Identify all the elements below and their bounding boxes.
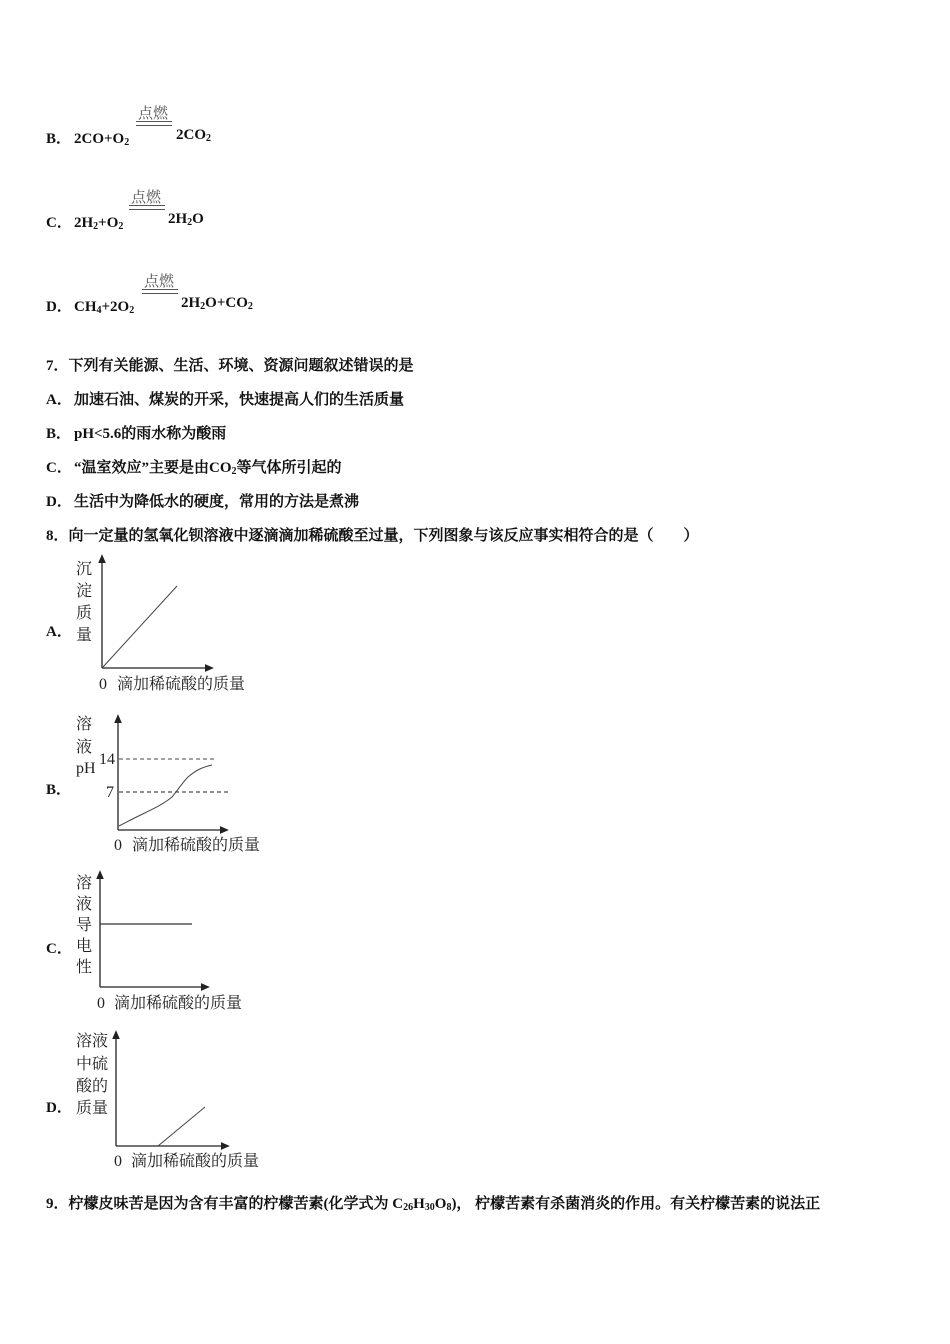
reaction-c-condition: 点燃 [131,190,162,206]
graph-b-curve [119,765,212,826]
graph-b-tick-14: 14 [99,751,115,768]
graph-a-curve [103,586,177,667]
reaction-b-condition: 点燃 [138,106,169,122]
graph-d-origin: 0 [114,1153,122,1170]
reaction-c-double-line [129,205,165,210]
reaction-d-rhs: $2H_2O+CO_2$ [181,295,253,312]
graph-c-xlabel: 滴加稀硫酸的质量 [114,995,243,1012]
reaction-b-double-line [136,121,172,126]
graph-d-curve [158,1107,205,1146]
graph-c-label: C． [46,941,72,957]
reaction-d [46,295,134,316]
reaction-b [46,127,129,148]
question-7-option-a: A． 加速石油、煤炭的开采，快速提高人们的生活质量 [46,392,405,408]
graph-c-origin: 0 [97,995,105,1012]
graph-c-ylabel-2: 液 [76,896,93,913]
graph-a-ylabel-2: 淀 [76,583,93,600]
reaction-c-rhs: $2H_2O$ [168,211,204,228]
graph-b-origin: 0 [114,837,122,854]
reaction-b-lhs: $2CO+O_2$ [74,131,130,148]
graph-c-ylabel-1: 溶 [76,875,93,892]
graph-d-ylabel-4: 质量 [76,1100,109,1117]
graph-a-ylabel-3: 质 [76,605,93,622]
graph-b-label: B． [46,782,72,798]
reaction-c-label: C． [46,215,72,231]
graph-d-ylabel-3: 酸的 [76,1078,109,1095]
graph-b-ylabel-3: pH [76,760,96,777]
graph-a-origin: 0 [99,676,107,693]
question-9-stem: 9．柠檬皮味苦是因为含有丰富的柠檬苦素(化学式为 $C_{26}H_{30}O_8$)， 柠檬苦素有杀菌消炎的作用。有关柠檬苦素的说法正 [46,1196,821,1213]
question-7-option-c: C． “温室效应”主要是由$CO_2$等气体所引起的 [46,460,342,477]
graph-d-ylabel-2: 中硫 [76,1056,109,1073]
graph-c [70,868,270,1016]
graph-b-ylabel-1: 溶 [76,716,93,733]
question-8-stem: 8．向一定量的氢氧化钡溶液中逐滴滴加稀硫酸至过量，下列图象与该反应事实相符合的是（ ） [46,528,699,544]
reaction-b-rhs: $2CO_2$ [176,127,211,144]
reaction-b-label: B． [46,131,72,147]
question-7-option-b: B． pH<5.6的雨水称为酸雨 [46,426,227,442]
reaction-c [46,211,123,232]
graph-b-tick-7: 7 [106,784,114,801]
graph-a-label: A． [46,624,72,640]
graph-c-ylabel-5: 性 [76,959,93,976]
graph-c-ylabel-4: 电 [76,938,93,955]
graph-a [70,552,270,697]
graph-d-xlabel: 滴加稀硫酸的质量 [131,1153,260,1170]
graph-b-ylabel-2: 液 [76,739,93,756]
graph-b [70,712,285,860]
reaction-d-lhs: $CH_4+2O_2$ [74,299,135,316]
graph-d-ylabel-1: 溶液 [76,1033,109,1050]
graph-a-ylabel-1: 沉 [76,561,93,578]
graph-d [70,1028,285,1176]
graph-c-ylabel-3: 导 [76,917,93,934]
reaction-c-lhs: $2H_2+O_2$ [74,215,124,232]
reaction-d-label: D． [46,299,72,315]
graph-a-ylabel-4: 量 [76,627,93,644]
reaction-d-double-line [142,289,178,294]
graph-d-label: D． [46,1100,72,1116]
graph-b-xlabel: 滴加稀硫酸的质量 [132,837,261,854]
reaction-d-condition: 点燃 [144,274,175,290]
question-7-option-d: D． 生活中为降低水的硬度，常用的方法是煮沸 [46,494,360,510]
graph-a-xlabel: 滴加稀硫酸的质量 [117,676,246,693]
question-7-stem: 7．下列有关能源、生活、环境、资源问题叙述错误的是 [46,358,414,374]
